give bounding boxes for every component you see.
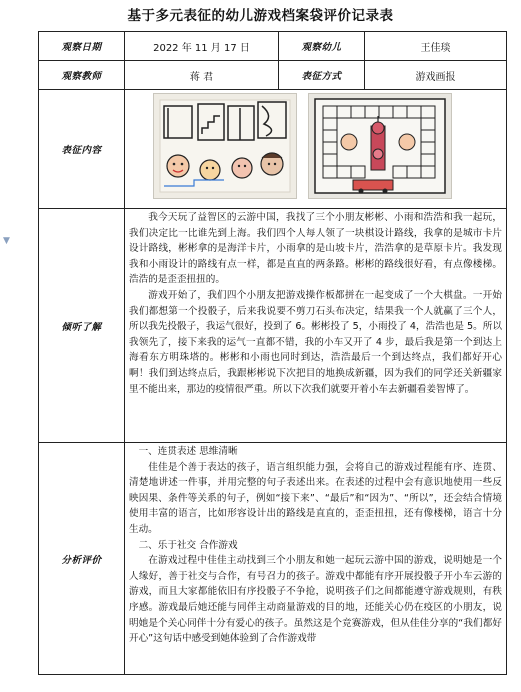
listen-paragraph: 我今天玩了益智区的云游中国，我找了三个小朋友彬彬、小雨和浩浩和我一起玩，我们决定比一比谁先到上海。我们四个人每人领了一块棋设计路线，我拿的是城市卡片设计路线，彬彬拿的是海洋卡片，小雨拿的是山坡卡片，浩浩拿的是草原卡片。我发现我和小雨设计的路线有点一样，都是直直的两条路。彬彬的路线很好看，有点像楼梯。浩浩的是歪歪扭扭的。: [129, 212, 502, 286]
date-row: [39, 32, 507, 61]
observe-date-value: 2022 年 11 月 17 日: [125, 32, 279, 61]
observe-child-value: 王佳琰: [365, 32, 507, 61]
listen-content: [125, 209, 507, 443]
evaluation-record-table: [38, 31, 507, 675]
content-label: 表征内容: [39, 90, 125, 209]
analysis-row: [39, 443, 507, 675]
analysis-content: [125, 443, 507, 675]
teacher-label: 观察教师: [39, 61, 125, 90]
board-game-drawing-photo: [308, 93, 452, 199]
method-label: 表征方式: [279, 61, 365, 90]
observe-child-label: 观察幼儿: [279, 32, 365, 61]
teacher-row: [39, 61, 507, 90]
listen-paragraph: 游戏开始了，我们四个小朋友把游戏操作板都拼在一起变成了一个大棋盘。一开始我们都想第一个投骰子，后来我说要不剪刀石头布决定，结果我一个人就赢了三个人，所以我先投骰子，我运气很好，投到了 6。彬彬投了 5，小雨投了 4，浩浩也是 5。所以我领先了，接下来我的运气一直都不错，我的小车又开了 4 步，最后我是第一个到达上海看东方明珠塔的。彬彬和小雨也同时到达，浩浩最后一个到达终点，我们都好开心啊！我们到达终点后，我跟彬彬说下次把目的地换成新疆，因为我们的同学还关新疆家里不能出来，那边的疫情很严重。所以下次我们就要开着小车去新疆看姜智博了。: [129, 289, 502, 395]
analysis-heading: 一、连贯表述 思维清晰: [138, 446, 238, 457]
listen-row: [39, 209, 507, 443]
analysis-heading: 二、乐于社交 合作游戏: [138, 539, 238, 551]
collapse-arrow-icon[interactable]: ▼: [3, 236, 10, 246]
analysis-paragraph: 在游戏过程中佳佳主动找到三个小朋友和她一起玩云游中国的游戏，说明她是一个人缘好，善于社交与合作，有号召力的孩子。游戏中都能有序开展投骰子开小车云游的游戏，而且大家都能依旧有序投骰子不争抢，说明孩子们之间都能遵守游戏规则，有秩序感。游戏最后她还能与同伴主动商量游戏的目的地，还能关心仍在疫区的小朋友，说明她是个关心同伴十分有爱心的孩子。虽然这是个竞赛游戏，但从佳佳分享的“我们都好开心”这句话中感受到她体验到了合作游戏带: [129, 555, 502, 645]
observe-date-label: 观察日期: [39, 32, 125, 61]
content-row: [39, 90, 507, 209]
method-value: 游戏画报: [365, 61, 507, 90]
teacher-value: 蒋 君: [125, 61, 279, 90]
analysis-label: 分析评价: [39, 443, 125, 675]
analysis-paragraph: 佳佳是个善于表达的孩子，语言组织能力强，会将自己的游戏过程能有序、连贯、清楚地讲述一件事，并用完整的句子表述出来。在表述的过程中会有意识地使用一些反映因果、条件等关系的句子，例如“接下来”、“最后”和“因为”、“所以”，还会结合情境使用丰富的语言，比如形容设计出的路线是直直的，歪歪扭扭，还有像楼梯，语言十分生动。: [129, 461, 502, 535]
listen-label: 倾听了解: [39, 209, 125, 443]
route-drawing-photo: [153, 93, 297, 199]
representation-photos: [125, 90, 507, 209]
document-title: 基于多元表征的幼儿游戏档案袋评价记录表: [127, 8, 394, 24]
